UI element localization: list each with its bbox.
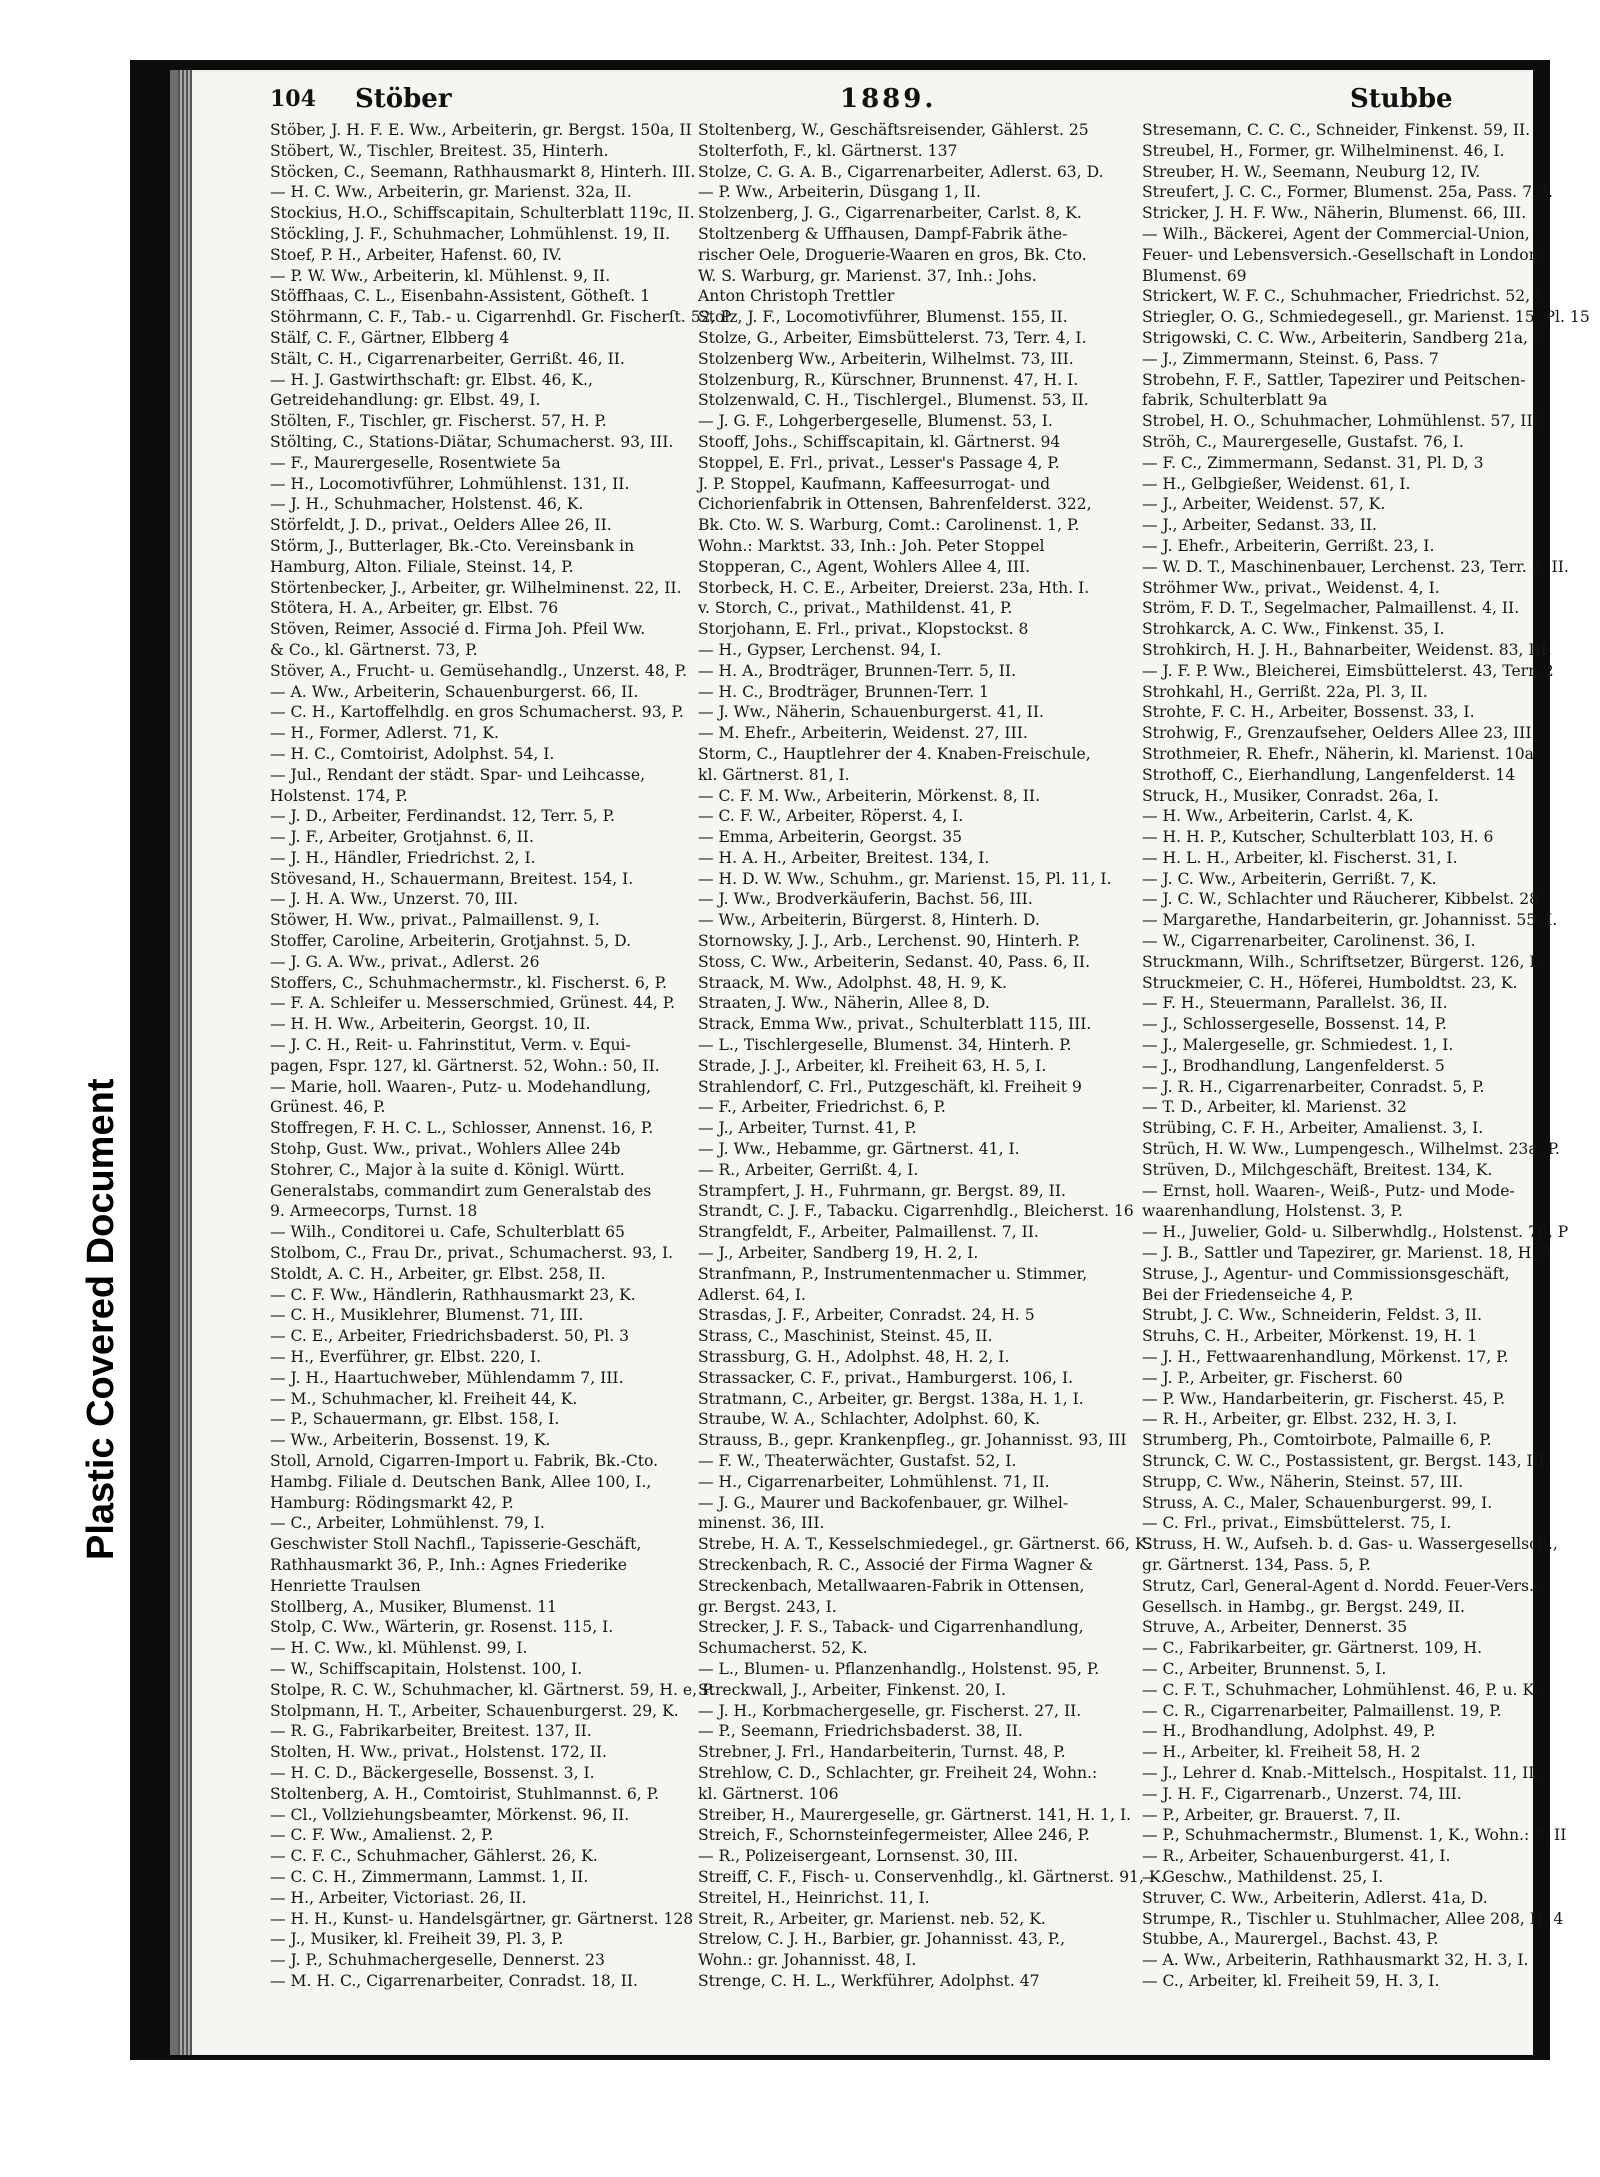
entry-line: Strupp, C. Ww., Näherin, Steinst. 57, III. — [1142, 1472, 1464, 1491]
entry-line: Stoll, Arnold, Cigarren-Import u. Fabrik, Bk.-Cto. — [270, 1452, 659, 1470]
entry-line: Stricker, J. H. F. Ww., Näherin, Blumenst. 66, III. — [1142, 204, 1527, 223]
entry-line: — H. L. H., Arbeiter, kl. Fischerst. 31, I. — [1142, 848, 1458, 867]
entry-line: Struckmann, Wilh., Schriftsetzer, Bürgerst. 126, I. — [1142, 952, 1541, 971]
entry-line: Streuber, H. W., Seemann, Neuburg 12, IV. — [1142, 162, 1481, 181]
entry-line: Stratmann, C., Arbeiter, gr. Bergst. 138a, H. 1, I. — [698, 1389, 1084, 1408]
entry-line: Ströhmer Ww., privat., Weidenst. 4, I. — [1142, 578, 1440, 597]
entry-line: — J. B., Sattler und Tapezirer, gr. Marienst. 18, H. 5 — [1142, 1244, 1552, 1263]
entry-line: Straube, W. A., Schlachter, Adolphst. 60, K. — [698, 1410, 1041, 1429]
entry-line: — J., Malergeselle, gr. Schmiedest. 1, I. — [1142, 1036, 1454, 1055]
entry-line: — H. H. Ww., Arbeiterin, Georgst. 10, II. — [270, 1015, 591, 1034]
entry-line: Stövesand, H., Schauermann, Breitest. 154, I. — [270, 869, 634, 888]
entry-line: — H. J. Gastwirthschaft: gr. Elbst. 46, K., — [270, 370, 593, 389]
entry-line: kl. Gärtnerst. 106 — [698, 1784, 839, 1803]
entry-line: Stöwer, H. Ww., privat., Palmaillenst. 9, I. — [270, 911, 600, 930]
entry-line: Strubt, J. C. Ww., Schneiderin, Feldst. 3, II. — [1142, 1306, 1483, 1325]
entry-line: Rathhausmarkt 36, P., Inh.: Agnes Friederike — [270, 1555, 627, 1574]
entry-line: Wohn.: gr. Johannisst. 48, I. — [698, 1951, 917, 1970]
entry-line: Getreidehandlung: gr. Elbst. 49, I. — [270, 391, 541, 410]
entry-line: Strübing, C. F. H., Arbeiter, Amalienst. 3, I. — [1142, 1119, 1484, 1138]
entry-line: Stöcken, C., Seemann, Rathhausmarkt 8, Hinterh. III. — [270, 162, 696, 181]
entry-line: Stolzenberg, J. G., Cigarrenarbeiter, Carlst. 8, K. — [698, 204, 1082, 223]
entry-line: Stölten, F., Tischler, gr. Fischerst. 57, H. P. — [270, 412, 607, 431]
entry-line: Streitel, H., Heinrichst. 11, I. — [698, 1888, 930, 1907]
entry-line: Strandt, C. J. F., Tabacku. Cigarrenhdlg., Bleicherst. 16 — [698, 1202, 1134, 1221]
entry-line: — F., Maurergeselle, Rosentwiete 5a — [270, 453, 561, 472]
entry-line: — J., Arbeiter, Weidenst. 57, K. — [1142, 495, 1386, 514]
entry-line: Bk. Cto. W. S. Warburg, Comt.: Carolinenst. 1, P. — [698, 516, 1080, 535]
entry-line: — P., Schauermann, gr. Elbst. 158, I. — [270, 1410, 560, 1429]
entry-line: v. Storch, C., privat., Mathildenst. 41, P. — [698, 599, 1013, 618]
entry-line: Stöffhaas, C. L., Eisenbahn-Assistent, Götheſt. 1 — [270, 287, 650, 306]
entry-line: — H. C. Ww., Arbeiterin, gr. Marienst. 32a, II. — [270, 183, 632, 202]
entry-line: Stohp, Gust. Ww., privat., Wohlers Allee 24b — [270, 1140, 621, 1159]
entry-line: Struhs, C. H., Arbeiter, Mörkenst. 19, H. 1 — [1142, 1327, 1478, 1346]
entry-line: Strumberg, Ph., Comtoirbote, Palmaille 6, P. — [1142, 1431, 1492, 1450]
entry-line: Straack, M. Ww., Adolphst. 48, H. 9, K. — [698, 973, 1007, 992]
entry-line: — J. F. P. Ww., Bleicherei, Eimsbüttelerst. 43, Terr. 2 — [1142, 661, 1554, 680]
entry-line: Stoppel, E. Frl., privat., Lesser's Passage 4, P. — [698, 453, 1060, 472]
entry-line: Strüven, D., Milchgeschäft, Breitest. 134, K. — [1142, 1160, 1493, 1179]
entry-line: — J., Lehrer d. Knab.-Mittelsch., Hospitalst. 11, II. — [1142, 1763, 1540, 1782]
entry-line: Strenge, C. H. L., Werkführer, Adolphst. 47 — [698, 1971, 1040, 1990]
entry-line: — L., Tischlergeselle, Blumenst. 34, Hinterh. P. — [698, 1036, 1072, 1055]
entry-line: — F. C., Zimmermann, Sedanst. 31, Pl. D, 3 — [1142, 453, 1484, 472]
entry-line: Stoldt, A. C. H., Arbeiter, gr. Elbst. 258, II. — [270, 1264, 606, 1283]
entry-line: — W. D. T., Maschinenbauer, Lerchenst. 23, Terr. 2, II. — [1142, 557, 1569, 576]
entry-line: — J. Ehefr., Arbeiterin, Gerrißt. 23, I. — [1142, 536, 1435, 555]
entry-line: Struckmeier, C. H., Höferei, Humboldtst. 23, K. — [1142, 973, 1518, 992]
entry-line: Stolpmann, H. T., Arbeiter, Schauenburgerst. 29, K. — [270, 1701, 679, 1720]
entry-line: — J. H. A. Ww., Unzerst. 70, III. — [270, 890, 519, 909]
entry-line: — J., Musiker, kl. Freiheit 39, Pl. 3, P. — [270, 1930, 564, 1949]
entry-line: Streiber, H., Maurergeselle, gr. Gärtnerst. 141, H. 1, I. — [698, 1805, 1132, 1824]
entry-line: Stollberg, A., Musiker, Blumenst. 11 — [270, 1597, 557, 1616]
entry-line: Stöven, Reimer, Associé d. Firma Joh. Pfeil Ww. — [270, 620, 646, 639]
entry-line: — C. F. M. Ww., Arbeiterin, Mörkenst. 8, II. — [698, 786, 1041, 805]
entry-line: — C. Frl., privat., Eimsbüttelerst. 75, I. — [1142, 1514, 1452, 1533]
column-3 — [1142, 120, 1590, 1992]
entry-line: — H. C., Comtoirist, Adolphst. 54, I. — [270, 744, 555, 763]
entry-line: — H. C. D., Bäckergeselle, Bossenst. 3, I. — [270, 1763, 595, 1782]
entry-line: Stohrer, C., Major à la suite d. Königl. Württ. — [270, 1160, 625, 1179]
entry-line: Anton Christoph Trettler — [698, 287, 895, 306]
column-1 — [270, 120, 731, 1992]
entry-line: Streckenbach, R. C., Associé der Firma Wagner & — [698, 1555, 1093, 1574]
entry-line: Strutz, Carl, General-Agent d. Nordd. Feuer-Vers.- — [1142, 1576, 1540, 1595]
entry-line: — P., Schuhmachermstr., Blumenst. 1, K., Wohn.: 3, II — [1142, 1826, 1567, 1845]
entry-line: Hamburg: Rödingsmarkt 42, P. — [270, 1493, 514, 1512]
entry-line: — C. H., Kartoffelhdlg. en gros Schumacherst. 93, P. — [270, 703, 684, 722]
entry-line: — H. H., Kunst- u. Handelsgärtner, gr. Gärtnerst. 128 — [270, 1909, 694, 1928]
entry-line: — J., Arbeiter, Turnst. 41, P. — [698, 1119, 917, 1138]
entry-line: — J. P., Arbeiter, gr. Fischerst. 60 — [1142, 1368, 1403, 1387]
entry-line: J. P. Stoppel, Kaufmann, Kaffeesurrogat- und — [698, 474, 1051, 493]
entry-line: Streckenbach, Metallwaaren-Fabrik in Ottensen, — [698, 1576, 1085, 1595]
entry-line: Stoffregen, F. H. C. L., Schlosser, Annenst. 16, P. — [270, 1119, 654, 1138]
entry-line: — H., Arbeiter, kl. Freiheit 58, H. 2 — [1142, 1743, 1421, 1762]
entry-line: Streich, F., Schornsteinfegermeister, Allee 246, P. — [698, 1826, 1090, 1845]
entry-line: Struss, A. C., Maler, Schauenburgerst. 99, I. — [1142, 1493, 1493, 1512]
entry-line: — H., Everführer, gr. Elbst. 220, I. — [270, 1348, 542, 1367]
entry-line: — J., Brodhandlung, Langenfelderst. 5 — [1142, 1056, 1445, 1075]
entry-line: Striegler, O. G., Schmiedegesell., gr. Marienst. 15, Pl. 15 — [1142, 308, 1590, 327]
entry-line: Stolz, J. F., Locomotivführer, Blumenst. 155, II. — [698, 308, 1068, 327]
entry-line: Stooff, Johs., Schiffscapitain, kl. Gärtnerst. 94 — [698, 432, 1061, 451]
entry-line: — R. G., Fabrikarbeiter, Breitest. 137, II. — [270, 1722, 592, 1741]
entry-line: — A. Ww., Arbeiterin, Schauenburgerst. 66, II. — [270, 682, 639, 701]
entry-line: Strack, Emma Ww., privat., Schulterblatt 115, III. — [698, 1015, 1092, 1034]
column-2 — [698, 120, 1166, 1992]
entry-line: Ström, F. D. T., Segelmacher, Palmaillenst. 4, II. — [1142, 599, 1520, 618]
entry-line: Grünest. 46, P. — [270, 1098, 386, 1117]
entry-line: — J. H., Händler, Friedrichst. 2, I. — [270, 848, 536, 867]
entry-line: — J. P., Schuhmachergeselle, Dennerst. 23 — [270, 1951, 605, 1970]
entry-line: Strasdas, J. F., Arbeiter, Conradst. 24, H. 5 — [698, 1306, 1035, 1325]
entry-line: — J. Ww., Hebamme, gr. Gärtnerst. 41, I. — [698, 1140, 1020, 1159]
entry-line: Stopperan, C., Agent, Wohlers Allee 4, III. — [698, 557, 1031, 576]
entry-line: — C., Arbeiter, kl. Freiheit 59, H. 3, I. — [1142, 1971, 1440, 1990]
entry-line: — C., Fabrikarbeiter, gr. Gärtnerst. 109, H. — [1142, 1639, 1483, 1658]
entry-line: — J. H., Haartuchweber, Mühlendamm 7, III. — [270, 1368, 624, 1387]
entry-line: Streit, R., Arbeiter, gr. Marienst. neb. 52, K. — [698, 1909, 1046, 1928]
header-left-word: Stöber — [355, 84, 452, 114]
entry-line: Generalstabs, commandirt zum Generalstab des — [270, 1181, 652, 1200]
entry-line: Stöver, A., Frucht- u. Gemüsehandlg., Unzerst. 48, P. — [270, 661, 687, 680]
entry-line: — H., Gypser, Lerchenst. 94, I. — [698, 640, 942, 659]
entry-line: Stälf, C. F., Gärtner, Elbberg 4 — [270, 328, 510, 347]
entry-line: Strothoff, C., Eierhandlung, Langenfelderst. 14 — [1142, 765, 1516, 784]
entry-line: Störm, J., Butterlager, Bk.-Cto. Vereinsbank in — [270, 536, 635, 555]
entry-line: — T. D., Arbeiter, kl. Marienst. 32 — [1142, 1098, 1407, 1117]
entry-line: — W., Schiffscapitain, Holstenst. 100, I. — [270, 1659, 583, 1678]
entry-line: Strickert, W. F. C., Schuhmacher, Friedrichst. 52, I. — [1142, 287, 1547, 306]
entry-line: — C. F. Ww., Amalienst. 2, P. — [270, 1826, 494, 1845]
entry-line: Ströh, C., Maurergeselle, Gustafst. 76, I. — [1142, 432, 1464, 451]
entry-line: Strassburg, G. H., Adolphst. 48, H. 2, I. — [698, 1348, 1010, 1367]
entry-line: — H., Brodhandlung, Adolphst. 49, P. — [1142, 1722, 1436, 1741]
entry-line: Stornowsky, J. J., Arb., Lerchenst. 90, Hinterh. P. — [698, 932, 1080, 951]
entry-line: — Cl., Vollziehungsbeamter, Mörkenst. 96, II. — [270, 1805, 630, 1824]
entry-line: Stockius, H.O., Schiffscapitain, Schulterblatt 119c, II. — [270, 204, 695, 223]
entry-line: Struve, A., Arbeiter, Dennerst. 35 — [1142, 1618, 1408, 1637]
entry-line: — F. W., Theaterwächter, Gustafst. 52, I. — [698, 1452, 1017, 1470]
entry-line: — Marie, holl. Waaren-, Putz- u. Modehandlung, — [270, 1077, 652, 1096]
entry-line: — J., Arbeiter, Sandberg 19, H. 2, I. — [698, 1244, 979, 1263]
entry-line: — H. C. Ww., kl. Mühlenst. 99, I. — [270, 1639, 528, 1658]
entry-line: Stresemann, C. C. C., Schneider, Finkenst. 59, II. — [1142, 121, 1531, 139]
entry-line: Strampfert, J. H., Fuhrmann, gr. Bergst. 89, II. — [698, 1181, 1066, 1200]
entry-line: — C. F. T., Schuhmacher, Lohmühlenst. 46, P. u. K. — [1142, 1680, 1540, 1699]
entry-line: — J. C. H., Reit- u. Fahrinstitut, Verm. v. Equi- — [270, 1036, 631, 1055]
entry-line: Strobel, H. O., Schuhmacher, Lohmühlenst. 57, III. — [1142, 412, 1544, 431]
entry-line: Stoffers, C., Schuhmachermstr., kl. Fischerst. 6, P. — [270, 973, 667, 992]
entry-line: Struss, H. W., Aufseh. b. d. Gas- u. Wassergesellsch., — [1142, 1535, 1558, 1554]
entry-line: Stolze, G., Arbeiter, Eimsbüttelerst. 73, Terr. 4, I. — [698, 328, 1087, 347]
entry-line: Strass, C., Maschinist, Steinst. 45, II. — [698, 1327, 993, 1346]
entry-line: & Co., kl. Gärtnerst. 73, P. — [270, 640, 478, 659]
entry-line: Stält, C. H., Cigarrenarbeiter, Gerrißt. 46, II. — [270, 349, 625, 368]
entry-line: Strauss, B., gepr. Krankenpfleg., gr. Johannisst. 93, III — [698, 1431, 1127, 1450]
entry-line: Schumacherst. 52, K. — [698, 1639, 868, 1658]
entry-line: — J. H., Fettwaarenhandlung, Mörkenst. 17, P. — [1142, 1348, 1509, 1367]
entry-line: minenst. 36, III. — [698, 1514, 825, 1533]
entry-line: Stoffer, Caroline, Arbeiterin, Grotjahnst. 5, D. — [270, 932, 632, 951]
entry-line: — J. G. A. Ww., privat., Adlerst. 26 — [270, 952, 540, 971]
entry-line: — J. R. H., Cigarrenarbeiter, Conradst. 5, P. — [1142, 1077, 1485, 1096]
entry-line: — Jul., Rendant der städt. Spar- und Leihcasse, — [270, 765, 646, 784]
entry-line: — C., Arbeiter, Brunnenst. 5, I. — [1142, 1659, 1387, 1678]
entry-line: Streiff, C. F., Fisch- u. Conservenhdlg., kl. Gärtnerst. 91, K. — [698, 1867, 1166, 1886]
entry-line: Strobehn, F. F., Sattler, Tapezirer und Peitschen- — [1142, 370, 1526, 389]
entry-line: — J., Zimmermann, Steinst. 6, Pass. 7 — [1142, 349, 1439, 368]
entry-line: Blumenst. 69 — [1142, 266, 1247, 285]
entry-line: Strothmeier, R. Ehefr., Näherin, kl. Marienst. 10a — [1142, 744, 1534, 763]
entry-line: Struck, H., Musiker, Conradst. 26a, I. — [1142, 786, 1439, 805]
entry-line: — Geschw., Mathildenst. 25, I. — [1142, 1867, 1384, 1886]
entry-line: — C. H., Musiklehrer, Blumenst. 71, III. — [270, 1306, 584, 1325]
entry-line: — R. H., Arbeiter, gr. Elbst. 232, H. 3, I. — [1142, 1410, 1458, 1429]
entry-line: Strohwig, F., Grenzaufseher, Oelders Allee 23, III. — [1142, 724, 1537, 743]
entry-line: fabrik, Schulterblatt 9a — [1142, 391, 1328, 410]
entry-line: — J., Arbeiter, Sedanst. 33, II. — [1142, 516, 1377, 535]
page-number: 104 — [270, 86, 316, 112]
entry-line: 9. Armeecorps, Turnst. 18 — [270, 1202, 478, 1221]
entry-line: Strangfeldt, F., Arbeiter, Palmaillenst. 7, II. — [698, 1223, 1039, 1242]
entry-line: — Ww., Arbeiterin, Bossenst. 19, K. — [270, 1431, 551, 1450]
entry-line: Geschwister Stoll Nachfl., Tapisserie-Geschäft, — [270, 1535, 642, 1554]
entry-line: — P., Arbeiter, gr. Brauerst. 7, II. — [1142, 1805, 1401, 1824]
entry-line: Strohkahl, H., Gerrißt. 22a, Pl. 3, II. — [1142, 682, 1428, 701]
entry-line: Strade, J. J., Arbeiter, kl. Freiheit 63, H. 5, I. — [698, 1056, 1047, 1075]
entry-line: — H., Cigarrenarbeiter, Lohmühlenst. 71, II. — [698, 1472, 1050, 1491]
entry-line: — Emma, Arbeiterin, Georgst. 35 — [698, 828, 963, 847]
entry-line: rischer Oele, Droguerie-Waaren en gros, Bk. Cto. — [698, 245, 1087, 264]
entry-line: Strohte, F. C. H., Arbeiter, Bossenst. 33, I. — [1142, 703, 1475, 722]
entry-line: Stolzenberg Ww., Arbeiterin, Wilhelmst. 73, III. — [698, 349, 1074, 368]
entry-line: — J. G., Maurer und Backofenbauer, gr. Wilhel- — [698, 1493, 1069, 1512]
entry-line: — W., Cigarrenarbeiter, Carolinenst. 36, I. — [1142, 932, 1476, 951]
entry-line: Strebner, J. Frl., Handarbeiterin, Turnst. 48, P. — [698, 1743, 1066, 1762]
entry-line: Stoss, C. Ww., Arbeiterin, Sedanst. 40, Pass. 6, II. — [698, 952, 1091, 971]
entry-line: — R., Arbeiter, Schauenburgerst. 41, I. — [1142, 1847, 1451, 1866]
entry-line: — H., Locomotivführer, Lohmühlenst. 131, II. — [270, 474, 630, 493]
entry-line: — J. G. F., Lohgerbergeselle, Blumenst. 53, I. — [698, 412, 1053, 431]
entry-line: Strunck, C. W. C., Postassistent, gr. Bergst. 143, III. — [1142, 1452, 1550, 1470]
entry-line: gr. Gärtnerst. 134, Pass. 5, P. — [1142, 1555, 1371, 1574]
side-label-text: Plastic Covered Document — [80, 1078, 122, 1560]
entry-line: — Wilh., Conditorei u. Cafe, Schulterblatt 65 — [270, 1223, 625, 1242]
entry-line: — M., Schuhmacher, kl. Freiheit 44, K. — [270, 1389, 578, 1408]
entry-line: gr. Bergst. 243, I. — [698, 1597, 837, 1616]
entry-line: Stöbert, W., Tischler, Breitest. 35, Hinterh. — [270, 141, 609, 160]
entry-line: — J. D., Arbeiter, Ferdinandst. 12, Terr. 5, P. — [270, 807, 615, 826]
page-gutter — [178, 70, 192, 2055]
header-year: 1889. — [840, 84, 937, 114]
entry-line: — H. Ww., Arbeiterin, Carlst. 4, K. — [1142, 807, 1414, 826]
entry-line: kl. Gärtnerst. 81, I. — [698, 765, 850, 784]
entry-line: — J., Schlossergeselle, Bossenst. 14, P. — [1142, 1015, 1447, 1034]
entry-line: Stranfmann, P., Instrumentenmacher u. Stimmer, — [698, 1264, 1088, 1283]
entry-line: Stöber, J. H. F. E. Ww., Arbeiterin, gr. Bergst. 150a, II — [270, 121, 692, 139]
entry-line: W. S. Warburg, gr. Marienst. 37, Inh.: Johs. — [698, 266, 1037, 285]
entry-line: Strassacker, C. F., privat., Hamburgerst. 106, I. — [698, 1368, 1074, 1387]
entry-line: — Ernst, holl. Waaren-, Weiß-, Putz- und Mode- — [1142, 1181, 1515, 1200]
entry-line: Struver, C. Ww., Arbeiterin, Adlerst. 41a, D. — [1142, 1888, 1488, 1907]
entry-line: Stoltzenberg & Uffhausen, Dampf-Fabrik äthe- — [698, 224, 1068, 243]
entry-line: Stoltenberg, A. H., Comtoirist, Stuhlmannst. 6, P. — [270, 1784, 659, 1803]
entry-line: Strüch, H. W. Ww., Lumpengesch., Wilhelmst. 23a, P. — [1142, 1140, 1560, 1159]
entry-line: — J. C. Ww., Arbeiterin, Gerrißt. 7, K. — [1142, 869, 1437, 888]
entry-line: — J. H., Schuhmacher, Holstenst. 46, K. — [270, 495, 584, 514]
entry-line: — Wilh., Bäckerei, Agent der Commercial-Union, — [1142, 224, 1530, 243]
entry-line: — L., Blumen- u. Pflanzenhandlg., Holstenst. 95, P. — [698, 1659, 1100, 1678]
entry-line: Feuer- und Lebensversich.-Gesellschaft in London, — [1142, 245, 1544, 264]
entry-line: — H. H. P., Kutscher, Schulterblatt 103, H. 6 — [1142, 828, 1494, 847]
entry-line: Strecker, J. F. S., Taback- und Cigarrenhandlung, — [698, 1618, 1084, 1637]
entry-line: Stubbe, A., Maurergel., Bachst. 43, P. — [1142, 1930, 1439, 1949]
entry-line: Strigowski, C. C. Ww., Arbeiterin, Sandberg 21a, I. — [1142, 328, 1545, 347]
entry-line: — H. A. H., Arbeiter, Breitest. 134, I. — [698, 848, 990, 867]
entry-line: — R., Polizeisergeant, Lornsenst. 30, III. — [698, 1847, 1019, 1866]
entry-line: Strelow, C. J. H., Barbier, gr. Johannisst. 43, P., — [698, 1930, 1066, 1949]
entry-line: Strohkarck, A. C. Ww., Finkenst. 35, I. — [1142, 620, 1445, 639]
entry-line: — C. R., Cigarrenarbeiter, Palmaillenst. 19, P. — [1142, 1701, 1502, 1720]
entry-line: Storbeck, H. C. E., Arbeiter, Dreierst. 23a, Hth. I. — [698, 578, 1090, 597]
entry-line: Strehlow, C. D., Schlachter, gr. Freiheit 24, Wohn.: — [698, 1763, 1098, 1782]
entry-line: Holstenst. 174, P. — [270, 786, 408, 805]
entry-line: — H., Arbeiter, Victoriast. 26, II. — [270, 1888, 527, 1907]
entry-line: — H., Gelbgießer, Weidenst. 61, I. — [1142, 474, 1411, 493]
entry-line: Stölting, C., Stations-Diätar, Schumacherst. 93, III. — [270, 432, 674, 451]
entry-line: Cichorienfabrik in Ottensen, Bahrenfelderst. 322, — [698, 495, 1092, 514]
entry-line: Stolzenwald, C. H., Tischlergel., Blumenst. 53, II. — [698, 391, 1089, 410]
entry-line: Strebe, H. A. T., Kesselschmiedegel., gr. Gärtnerst. 66, K. — [698, 1535, 1152, 1554]
entry-line: — P., Seemann, Friedrichsbaderst. 38, II. — [698, 1722, 1023, 1741]
entry-line: pagen, Fspr. 127, kl. Gärtnerst. 52, Wohn.: 50, II. — [270, 1056, 660, 1075]
entry-line: Stöckling, J. F., Schuhmacher, Lohmühlenst. 19, II. — [270, 224, 671, 243]
entry-line: — H. C., Brodträger, Brunnen-Terr. 1 — [698, 682, 989, 701]
entry-line: Straaten, J. Ww., Näherin, Allee 8, D. — [698, 994, 990, 1013]
entry-line: — F. A. Schleifer u. Messerschmied, Grünest. 44, P. — [270, 994, 676, 1013]
entry-line: — H. D. W. Ww., Schuhm., gr. Marienst. 15, Pl. 11, I. — [698, 869, 1112, 888]
entry-line: — J. F., Arbeiter, Grotjahnst. 6, II. — [270, 828, 534, 847]
entry-line: — J. H. F., Cigarrenarb., Unzerst. 74, III. — [1142, 1784, 1462, 1803]
entry-line: Strumpe, R., Tischler u. Stuhlmacher, Allee 208, H. 4 — [1142, 1909, 1564, 1928]
page-header — [270, 86, 1495, 120]
entry-line: — P. Ww., Arbeiterin, Düsgang 1, II. — [698, 183, 981, 202]
entry-line: — C. F. W., Arbeiter, Röperst. 4, I. — [698, 807, 964, 826]
entry-line: Storm, C., Hauptlehrer der 4. Knaben-Freischule, — [698, 744, 1091, 763]
entry-line: — M. Ehefr., Arbeiterin, Weidenst. 27, III. — [698, 724, 1028, 743]
entry-line: — H., Former, Adlerst. 71, K. — [270, 724, 499, 743]
entry-line: Wohn.: Marktst. 33, Inh.: Joh. Peter Stoppel — [698, 536, 1045, 555]
entry-line: — R., Arbeiter, Gerrißt. 4, I. — [698, 1160, 919, 1179]
entry-line: Streckwall, J., Arbeiter, Finkenst. 20, I. — [698, 1680, 1006, 1699]
entry-line: — Ww., Arbeiterin, Bürgerst. 8, Hinterh. D. — [698, 911, 1040, 930]
entry-line: Gesellsch. in Hambg., gr. Bergst. 249, II. — [1142, 1597, 1465, 1616]
entry-line: — C. F. Ww., Händlerin, Rathhausmarkt 23, K. — [270, 1285, 636, 1304]
entry-line: — H. A., Brodträger, Brunnen-Terr. 5, II. — [698, 661, 1017, 680]
entry-line: Stolzenburg, R., Kürschner, Brunnenst. 47, H. I. — [698, 370, 1079, 389]
entry-line: Hamburg, Alton. Filiale, Steinst. 14, P. — [270, 557, 574, 576]
entry-line: Stolbom, C., Frau Dr., privat., Schumacherst. 93, I. — [270, 1244, 674, 1263]
entry-line: — F. H., Steuermann, Parallelst. 36, II. — [1142, 994, 1448, 1013]
entry-line: Stötera, H. A., Arbeiter, gr. Elbst. 76 — [270, 599, 559, 618]
entry-line: Hambg. Filiale d. Deutschen Bank, Allee 100, I., — [270, 1472, 652, 1491]
entry-line: Stöhrmann, C. F., Tab.- u. Cigarrenhdl. Gr. Fischerſt. 52, P — [270, 308, 731, 327]
entry-line: — A. Ww., Arbeiterin, Rathhausmarkt 32, H. 3, I. — [1142, 1951, 1529, 1970]
entry-line: — J. H., Korbmachergeselle, gr. Fischerst. 27, II. — [698, 1701, 1082, 1720]
entry-line: — H., Juwelier, Gold- u. Silberwhdlg., Holstenst. 76, P — [1142, 1223, 1569, 1242]
entry-line: — P. Ww., Handarbeiterin, gr. Fischerst. 45, P. — [1142, 1389, 1506, 1408]
entry-line: Strohkirch, H. J. H., Bahnarbeiter, Weidenst. 83, III. — [1142, 640, 1552, 659]
entry-line: Stolpe, R. C. W., Schuhmacher, kl. Gärtnerst. 59, H. e, P. — [270, 1680, 715, 1699]
entry-line: — J. C. W., Schlachter und Räucherer, Kibbelst. 28 — [1142, 890, 1540, 909]
entry-line: Störtenbecker, J., Arbeiter, gr. Wilhelminenst. 22, II. — [270, 578, 682, 597]
entry-line: Bei der Friedenseiche 4, P. — [1142, 1285, 1354, 1304]
entry-line: — F., Arbeiter, Friedrichst. 6, P. — [698, 1098, 946, 1117]
entry-line: — C. C. H., Zimmermann, Lammst. 1, II. — [270, 1867, 589, 1886]
entry-line: — C. E., Arbeiter, Friedrichsbaderst. 50, Pl. 3 — [270, 1327, 630, 1346]
entry-line: — P. W. Ww., Arbeiterin, kl. Mühlenst. 9, II. — [270, 266, 611, 285]
entry-line: — C. F. C., Schuhmacher, Gählerst. 26, K. — [270, 1847, 598, 1866]
entry-line: Strahlendorf, C. Frl., Putzgeschäft, kl. Freiheit 9 — [698, 1077, 1082, 1096]
scanned-page — [130, 60, 1590, 2060]
entry-line: Henriette Traulsen — [270, 1576, 421, 1595]
entry-line: Stoef, P. H., Arbeiter, Hafenst. 60, IV. — [270, 245, 562, 264]
entry-line: Streubel, H., Former, gr. Wilhelminenst. 46, I. — [1142, 141, 1505, 160]
header-right-word: Stubbe — [1350, 84, 1453, 114]
entry-line: Streufert, J. C. C., Former, Blumenst. 25a, Pass. 7, I. — [1142, 183, 1554, 202]
entry-line: Stolp, C. Ww., Wärterin, gr. Rosenst. 115, I. — [270, 1618, 614, 1637]
entry-line: — C., Arbeiter, Lohmühlenst. 79, I. — [270, 1514, 545, 1533]
entry-line: Adlerst. 64, I. — [698, 1285, 806, 1304]
entry-line: waarenhandlung, Holstenst. 3, P. — [1142, 1202, 1403, 1221]
entry-line: — M. H. C., Cigarrenarbeiter, Conradst. 18, II. — [270, 1971, 638, 1990]
entry-line: Stolze, C. G. A. B., Cigarrenarbeiter, Adlerst. 63, D. — [698, 162, 1104, 181]
entry-line: — J. Ww., Brodverkäuferin, Bachst. 56, III. — [698, 890, 1033, 909]
entry-line: Storjohann, E. Frl., privat., Klopstockst. 8 — [698, 620, 1029, 639]
entry-line: — J. Ww., Näherin, Schauenburgerst. 41, II. — [698, 703, 1044, 722]
entry-line: Stolterfoth, F., kl. Gärtnerst. 137 — [698, 141, 958, 160]
entry-line: Struse, J., Agentur- und Commissionsgeschäft, — [1142, 1264, 1510, 1283]
entry-line: — Margarethe, Handarbeiterin, gr. Johannisst. 55, I. — [1142, 911, 1558, 930]
entry-line: Stoltenberg, W., Geschäftsreisender, Gählerst. 25 — [698, 121, 1089, 139]
entry-line: Störfeldt, J. D., privat., Oelders Allee 26, II. — [270, 516, 612, 535]
entry-line: Stolten, H. Ww., privat., Holstenst. 172, II. — [270, 1743, 608, 1762]
